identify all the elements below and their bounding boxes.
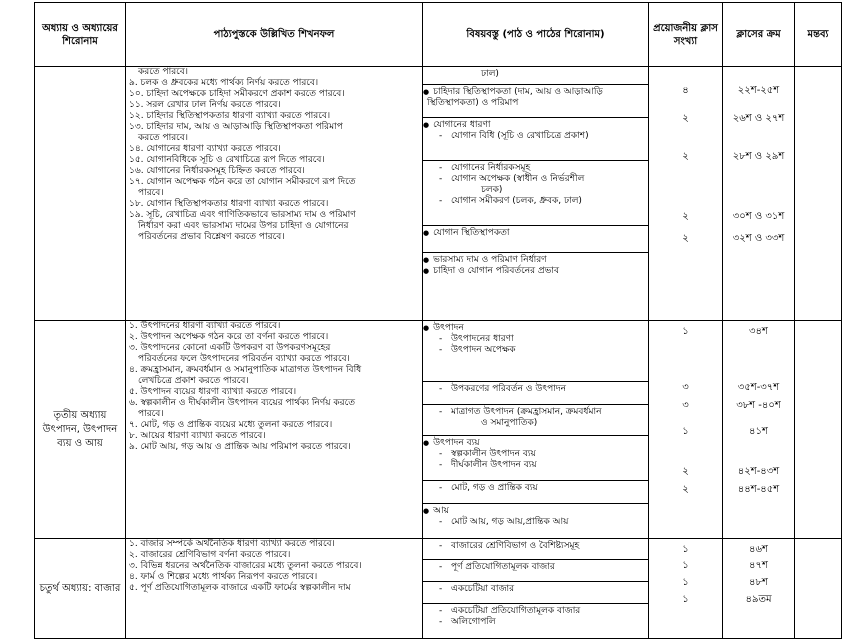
lesson-subtopic: - মোট, গড় ও প্রান্তিক ব্যয় — [423, 483, 648, 494]
lesson-block — [423, 253, 648, 293]
outcome-line: ৩. উৎপাদনের কোনো একটি উপকরণ বা উপকরণসমূহের — [129, 343, 331, 353]
lesson-count: ২ — [682, 233, 689, 244]
lesson-block — [423, 504, 648, 538]
header-content: বিষয়বস্তু (পাঠ ও পাঠের শিরোনাম) — [423, 3, 649, 67]
lesson-subtopic: - মাত্রাগত উৎপাদন (ক্রমহ্রাসমান, ক্রমবর্ধমান — [423, 407, 648, 418]
lesson-order: ৩৫শ-৩৭শ — [737, 382, 780, 393]
lesson-subtopic: ঢাল) — [481, 69, 499, 79]
lesson-subtopic: - পূর্ণ প্রতিযোগিতামূলক বাজার — [423, 562, 648, 573]
outcome-line: ১০. চাহিদা অপেক্ষকে চাহিদা সমীকরণে প্রকাশ করতে পারবে। — [129, 89, 345, 99]
outcome-line: ৯. মোট আয়, গড় আয় ও প্রান্তিক আয় পরিমাপ করতে পারবে। — [129, 442, 351, 452]
lesson-topic: ● যোগান স্থিতিস্থাপকতা — [423, 228, 648, 239]
lesson-subtopic: - একচেটিয়া প্রতিযোগিতামূলক বাজার — [423, 606, 648, 617]
outcome-line: করতে পারবে। — [138, 133, 188, 143]
lesson-block — [423, 85, 648, 118]
lesson-count: ৩ — [682, 382, 689, 393]
class-order — [723, 539, 795, 639]
outcome-line: ১৫. যোগানবিধিকে সূচি ও রেখাচিত্রে রূপ দিতে পারবে। — [129, 155, 325, 165]
lesson-count: ২ — [682, 484, 689, 495]
lesson-order: ৩৮শ -৪০শ — [736, 400, 781, 411]
lesson-order: ৪৮শ — [749, 577, 768, 588]
lesson-topic: ● ভারসাম্য দাম ও পরিমাণ নির্ধারণ — [423, 255, 648, 266]
outcome-line: ২. উৎপাদন অপেক্ষক গঠন করে তা বর্ণনা করতে পারবে। — [129, 332, 329, 342]
lesson-subtopic: ও সমানুপাতিক) — [481, 418, 538, 428]
outcome-line: ৪. ক্রমহ্রাসমান, ক্রমবর্ধমান ও সমানুপাতিক মাত্রাগত উৎপাদন বিধি — [129, 365, 362, 375]
outcome-line: নির্ধারণ করা এবং ভারসাম্য দামের উপর চাহিদা ও যোগানের — [138, 221, 349, 231]
lesson-count: ২ — [682, 113, 689, 124]
outcome-line: ১৯. সূচি, রেখাচিত্র এবং গাণিতিকভাবে ভারসাম্য দাম ও পরিমাণ — [129, 210, 356, 220]
header-order: ক্লাসের ক্রম — [723, 3, 795, 67]
header-remarks: মন্তব্য — [795, 3, 842, 67]
lesson-order: ৪৯তম — [745, 594, 772, 605]
outcome-line: ৬. স্বল্পকালীন ও দীর্ঘকালীন উৎপাদন ব্যয়ের পার্থক্য নির্ণয় করতে — [129, 398, 355, 408]
outcome-line: ৭. মোট, গড় ও প্রান্তিক ব্যয়ের মধ্যে তুলনা করতে পারবে। — [129, 420, 333, 430]
lesson-block — [423, 67, 648, 85]
class-order — [723, 321, 795, 539]
learning-outcomes — [126, 67, 423, 321]
lesson-count: ১ — [682, 594, 689, 605]
lesson-block — [423, 560, 648, 582]
lesson-order: ৪৭শ — [749, 560, 768, 571]
class-count — [649, 321, 723, 539]
outcome-line: ৫. উৎপাদন ব্যয়ের ধারণা ব্যাখ্যা করতে পারবে। — [129, 387, 297, 397]
learning-outcomes — [126, 539, 423, 639]
lesson-order: ৪১শ — [749, 426, 768, 437]
lesson-block — [423, 604, 648, 638]
lesson-subtopic: - অলিগোপলি — [423, 617, 648, 628]
learning-outcomes — [126, 321, 423, 539]
lesson-subtopic: - বাজারের শ্রেণিবিভাগ ও বৈশিষ্ট্যসমূহ — [423, 541, 648, 552]
header-outcomes: পাঠ্যপুস্তকে উল্লিখিত শিখনফল — [126, 3, 423, 67]
syllabus-table — [34, 2, 842, 639]
lesson-count: ২ — [682, 466, 689, 477]
outcome-line: করতে পারবে। — [138, 67, 188, 77]
table-row — [35, 67, 842, 321]
lesson-block — [423, 405, 648, 436]
outcome-line: পারবে। — [138, 188, 164, 198]
lesson-subtopic: - যোগান অপেক্ষক (স্বাধীন ও নির্ভরশীল — [423, 174, 648, 185]
outcome-line: ৩. বিভিন্ন ধরনের অর্থনৈতিক বাজারের মধ্যে তুলনা করতে পারবে। — [129, 561, 362, 571]
lesson-count: ২ — [682, 151, 689, 162]
lesson-count: ২ — [682, 211, 689, 222]
lesson-count: ১ — [682, 326, 689, 337]
lesson-order: ২৬শ ও ২৭শ — [732, 113, 785, 124]
lesson-order: ৩৪শ — [749, 326, 768, 337]
class-count — [649, 539, 723, 639]
lesson-order: ৪৬শ — [749, 544, 768, 555]
remarks-cell — [795, 321, 842, 539]
table-body — [35, 67, 842, 639]
lesson-order: ৪৪শ-৪৫শ — [737, 484, 780, 495]
lesson-count: ১ — [682, 560, 689, 571]
outcome-line: ৪. ফার্ম ও শিল্পের মধ্যে পার্থক্য নিরূপণ করতে পারবে। — [129, 572, 318, 582]
outcome-line: পরিবর্তনের ফলে উৎপাদনের পরিবর্তন ব্যাখ্যা করতে পারবে। — [138, 354, 350, 364]
outcome-line: ১৭. যোগান অপেক্ষক গঠন করে তা যোগান সমীকরণে রূপ দিতে — [129, 177, 356, 187]
table-row — [35, 321, 842, 539]
lesson-subtopic: - উৎপাদনের ধারণা — [423, 334, 648, 345]
lesson-subtopic: স্থিতিস্থাপকতা) ও পরিমাপ — [427, 98, 519, 108]
outcome-line: ১৬. যোগানের নির্ধারকসমূহ চিহ্নিত করতে পারবে। — [129, 166, 305, 176]
outcome-line: ৫. পূর্ণ প্রতিযোগিতামূলক বাজারে একটি ফার্মের স্বল্পকালীন দাম — [129, 583, 351, 593]
lesson-block — [423, 481, 648, 504]
lesson-count — [649, 70, 722, 83]
lesson-content — [423, 67, 649, 321]
outcome-line: ১৩. চাহিদার দাম, আয় ও আড়াআড়ি স্থিতিস্থাপকতা পরিমাপ — [129, 122, 343, 132]
header-classes: প্রয়োজনীয় ক্লাস সংখ্যা — [649, 3, 723, 67]
lesson-content — [423, 539, 649, 639]
outcome-line: ৮. আয়ের ধারণা ব্যাখ্যা করতে পারবে। — [129, 431, 266, 441]
lesson-order: ২৮শ ও ২৯শ — [732, 151, 785, 162]
lesson-block — [423, 539, 648, 560]
lesson-topic: ● যোগানের ধারণা — [423, 120, 648, 131]
lesson-order: ২২শ-২৫শ — [737, 85, 780, 96]
lesson-subtopic: চলক) — [481, 185, 503, 195]
lesson-order — [723, 70, 794, 83]
outcome-line: ১. বাজার সম্পর্কে অর্থনৈতিক ধারণা ব্যাখ্যা করতে পারবে। — [129, 539, 335, 549]
lesson-subtopic: - উৎপাদন অপেক্ষক — [423, 345, 648, 356]
outcome-line: ১৪. যোগানের ধারণা ব্যাখ্যা করতে পারবে। — [129, 144, 281, 154]
remarks-cell — [795, 539, 842, 639]
lesson-count: ১ — [682, 577, 689, 588]
lesson-order: ৩২শ ও ৩৩শ — [732, 233, 785, 244]
header-row — [35, 3, 842, 67]
lesson-topic: ● চাহিদা ও যোগান পরিবর্তনের প্রভাব — [423, 266, 648, 277]
lesson-block — [423, 382, 648, 405]
outcome-line: পরিবর্তনের প্রভাব বিশ্লেষণ করতে পারবে। — [138, 232, 285, 242]
header-chapter: অধ্যায় ও অধ্যায়ের শিরোনাম — [35, 3, 126, 67]
lesson-count: ১ — [682, 426, 689, 437]
lesson-block — [423, 436, 648, 481]
outcome-line: লেখচিত্রে প্রকাশ করতে পারবে। — [138, 376, 249, 386]
outcome-line: ১৮. যোগান স্থিতিস্থাপকতার ধারণা ব্যাখ্যা করতে পারবে। — [129, 199, 329, 209]
lesson-content — [423, 321, 649, 539]
lesson-count: ৩ — [682, 400, 689, 411]
lesson-block — [423, 226, 648, 253]
lesson-subtopic: - যোগান বিধি (সূচি ও রেখাচিত্রে প্রকাশ) — [423, 131, 648, 142]
lesson-subtopic: - মোট আয়, গড় আয়,প্রান্তিক আয় — [423, 517, 648, 528]
lesson-topic: ● উৎপাদন ব্যয় — [423, 438, 648, 449]
outcome-line: ২. বাজারের শ্রেণিবিভাগ বর্ণনা করতে পারবে। — [129, 550, 291, 560]
outcome-line: ১১. সরল রেখার ঢাল নির্ণয় করতে পারবে। — [129, 100, 281, 110]
lesson-count: ৪ — [682, 85, 689, 96]
lesson-subtopic: - যোগান সমীকরণ (চলক, ধ্রুবক, ঢাল) — [423, 196, 648, 207]
chapter-title: তৃতীয় অধ্যায় উৎপাদন, উৎপাদন ব্যয় ও আয় — [35, 321, 126, 539]
lesson-block — [423, 582, 648, 604]
lesson-subtopic: - স্বল্পকালীন উৎপাদন ব্যয় — [423, 449, 648, 460]
lesson-subtopic: - দীর্ঘকালীন উৎপাদন ব্যয় — [423, 460, 648, 471]
lesson-topic: ● চাহিদার স্থিতিস্থাপকতা (দাম, আয় ও আড়াআড়ি — [423, 87, 648, 98]
class-order — [723, 67, 795, 321]
lesson-topic: ● উৎপাদন — [423, 323, 648, 334]
class-count — [649, 67, 723, 321]
outcome-line: ১২. চাহিদার স্থিতিস্থাপকতার ধারণা ব্যাখ্যা করতে পারবে। — [129, 111, 331, 121]
lesson-block — [423, 321, 648, 382]
lesson-count: ১ — [682, 544, 689, 555]
lesson-order: ৩০শ ও ৩১শ — [732, 211, 785, 222]
lesson-subtopic: - যোগানের নির্ধারকসমূহ — [423, 163, 648, 174]
lesson-block — [423, 118, 648, 161]
remarks-cell — [795, 67, 842, 321]
outcome-line: পারবে। — [138, 409, 164, 419]
chapter-title: চতুর্থ অধ্যায়: বাজার — [35, 539, 126, 639]
lesson-topic: ● আয় — [423, 506, 648, 517]
outcome-line: ৯. চলক ও ধ্রুবকের মধ্যে পার্থক্য নির্ণয় করতে পারবে। — [129, 78, 319, 88]
lesson-order: ৪২শ-৪৩শ — [737, 466, 780, 477]
outcome-line: ১. উৎপাদনের ধারণা ব্যাখ্যা করতে পারবে। — [129, 321, 281, 331]
lesson-subtopic: - উপকরণের পরিবর্তন ও উৎপাদন — [423, 384, 648, 395]
lesson-subtopic: - একচেটিয়া বাজার — [423, 584, 648, 595]
table-row — [35, 539, 842, 639]
chapter-title — [35, 67, 126, 321]
lesson-block — [423, 161, 648, 226]
